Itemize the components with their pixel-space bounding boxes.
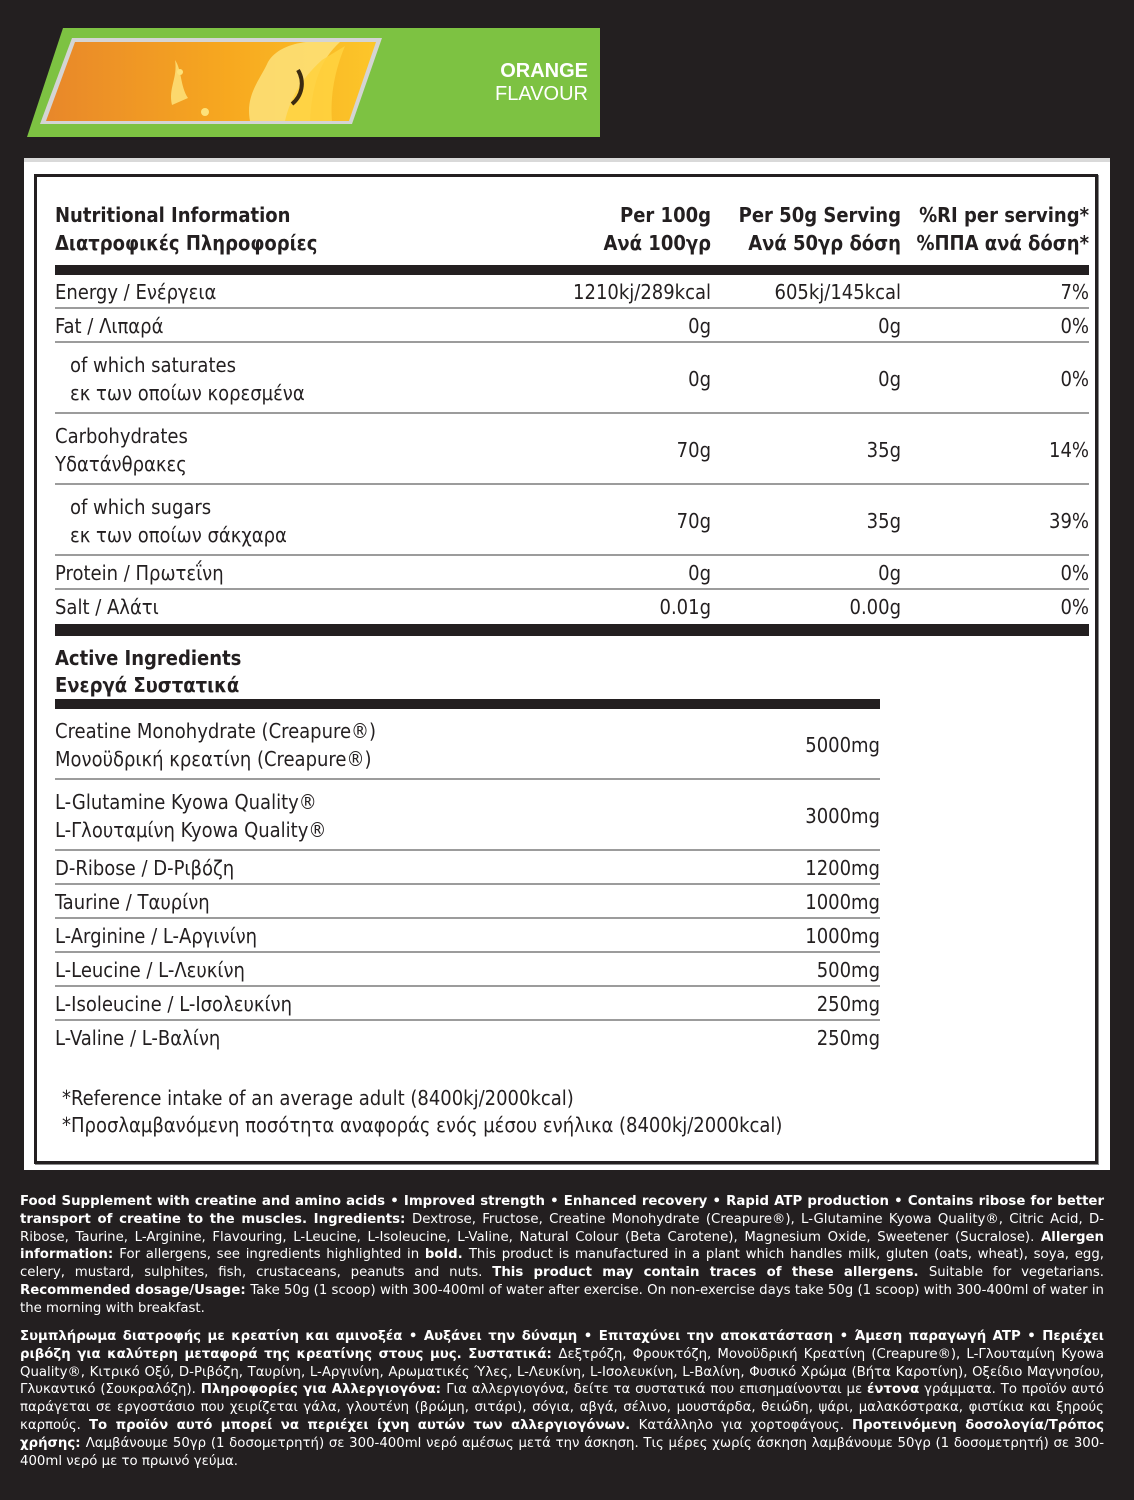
flavour-banner [0,0,1134,150]
header-per-100g [604,201,712,257]
row-label [55,422,188,478]
flavour-name: ORANGE [500,60,588,82]
row-label-en: of which sugars [70,495,212,519]
table-row [55,590,1089,624]
table-row [55,556,1089,590]
ingredient-label-en: Creatine Monohydrate (Creapure®) [55,719,377,743]
value-ri: 14% [1049,438,1089,462]
ingredient-row [55,709,880,780]
header-divider-bar [55,265,1089,275]
ingredient-label [55,717,376,773]
active-title-en: Active Ingredients [55,646,242,670]
info-bold-run: Allergen information: [20,1229,1104,1263]
ingredient-row [55,851,880,885]
header-label-en: Nutritional Information [55,203,291,227]
header-label-gr: Διατροφικές Πληροφορίες [55,231,318,255]
row-label: Salt / Αλάτι [55,595,159,619]
header-nutritional-information [55,201,317,257]
footnote-en: *Reference intake of an average adult (8400kj/2000kcal) [62,1086,574,1110]
active-ingredients-header [55,637,880,699]
ingredient-amount: 250mg [816,1026,880,1050]
ingredient-row [55,1021,880,1055]
ingredient-amount: 1000mg [805,924,880,948]
value-per-serving: 605kj/145kcal [774,280,901,304]
ingredient-label: L-Leucine / L-Λευκίνη [55,958,245,982]
ingredient-label: L-Arginine / L-Αργινίνη [55,924,258,948]
reference-intake-footnote [62,1085,782,1139]
info-text-run: Δεξτρόζη, Φρουκτόζη, Μονοϋδρική Κρεατίνη (Creapure®), L-Γλουταμίνη Kyowa Quality®, Κιτρικό Οξύ, D-Ριβόζη, Ταυρίνη, L-Αργινίνη, Αρωματικές Ύλες, L-Λευκίνη, L-Ισολευκίνη, L-Βαλίνη, Φυσικό Χρώμα (Βήτα Καροτίνη), Οξείδιο Μαγνησίου, Γλυκαντικό (Σουκραλόζη). [20,1346,1105,1398]
ingredient-label-gr: L-Γλουταμίνη Kyowa Quality® [55,818,327,842]
ingredient-amount: 5000mg [805,733,880,757]
nutrition-table [55,177,1089,636]
row-label-en: Carbohydrates [55,424,188,448]
header-ri-per-serving [916,201,1089,257]
value-per-100g: 0g [688,367,711,391]
ingredient-row [55,953,880,987]
ingredient-row [55,987,880,1021]
info-text-run: Dextrose, Fructose, Creatine Monohydrate (Creapure®), L-Glutamine Kyowa Quality®, Citric Acid, D-Ribose, Taurine, L-Arginine, Flavouring, L-Leucine, L-Isoleucine, L-Valine, Natural Colour (Beta Carotene), Magnesium Oxide, Sweetener (Sucralose). [20,1211,1105,1245]
value-per-100g: 0g [688,561,711,585]
ingredient-label: L-Valine / L-Βαλίνη [55,1026,221,1050]
ingredient-row [55,919,880,953]
row-label-gr: εκ των οποίων κορεσμένα [70,381,305,405]
row-label-en: of which saturates [70,353,236,377]
product-info-english [20,1193,1104,1318]
value-per-serving: 0.00g [849,595,901,619]
value-ri: 39% [1049,509,1089,533]
value-per-100g: 70g [676,438,711,462]
value-ri: 0% [1060,595,1089,619]
value-ri: 7% [1060,280,1089,304]
table-row [55,485,1089,556]
ingredient-label: L-Isoleucine / L-Ισολευκίνη [55,992,292,1016]
info-text-run: For allergens, see ingredients highlighted in [119,1247,425,1263]
ingredient-amount: 1200mg [805,856,880,880]
ingredient-label: Taurine / Ταυρίνη [55,890,210,914]
value-per-serving: 35g [866,509,901,533]
row-label: Fat / Λιπαρά [55,314,164,338]
value-per-serving: 0g [878,367,901,391]
header-ri-en: %RI per serving* [919,203,1089,227]
product-info-greek [20,1328,1104,1470]
row-label: Energy / Ενέργεια [55,280,217,304]
active-title-gr: Ενεργά Συστατικά [55,673,240,697]
section-divider-bar [55,624,1089,636]
info-text-run: γράμματα. Το προϊόν αυτό παράγεται σε εργοστάσιο που χειρίζεται γάλα, γλουτένη (βρώμη, σιτάρι), σόγια, αβγά, σέλινο, μουστάρδα, θειώδη, ψάρι, μαλακόστρακα, φιστίκια και ξηρούς καρπούς. [20,1382,1104,1433]
info-bold-run: Προτεινόμενη δοσολογία/Τρόπος χρήσης: [20,1417,1105,1451]
active-ingredients-table [55,637,880,1055]
active-divider-bar [55,699,880,709]
value-per-100g: 0g [688,314,711,338]
value-ri: 0% [1060,314,1089,338]
info-text-run: Για αλλεργιογόνα, δείτε τα συστατικά που επισημαίνονται με [446,1382,867,1398]
flavour-label [470,60,588,106]
header-per100-gr: Ανά 100γρ [603,231,711,255]
info-text-run: Λαμβάνουμε 50γρ (1 δοσομετρητή) σε 300-400ml νερό αμέσως μετά την άσκηση. Τις μέρες χωρίς άσκηση λαμβάνουμε 50γρ (1 δοσομετρητή) σε 300-400ml νερό με το πρωινό γεύμα. [20,1435,1105,1469]
info-text-run: Take 50g (1 scoop) with 300-400ml of water after exercise. On non-exercise days take 50g (1 scoop) with 300-400ml of water in the morning with breakfast. [20,1282,1104,1316]
ingredient-amount: 500mg [816,958,880,982]
row-label [70,351,305,407]
ingredient-label: D-Ribose / D-Ριβόζη [55,856,235,880]
value-per-100g: 0.01g [659,595,711,619]
info-bold-run: Πληροφορίες για Αλλεργιογόνα: [200,1382,447,1398]
nutrition-label-frame [34,174,1098,1164]
table-row [55,309,1089,343]
header-serving-en: Per 50g Serving [738,203,901,227]
row-label [70,493,287,549]
table-row [55,414,1089,485]
ingredient-row [55,780,880,851]
info-text-run: This product is manufactured in a plant which handles milk, gluten (oats, wheat), soya, egg, celery, mustard, sulphites, fish, crustaceans, peanuts and nuts. [20,1247,1104,1281]
flavour-subtitle: FLAVOUR [495,83,588,105]
value-ri: 0% [1060,561,1089,585]
nutrition-label-card [24,158,1110,1170]
footnote-gr: *Προσλαμβανόμενη ποσότητα αναφοράς ενός μέσου ενήλικα (8400kj/2000kcal) [62,1113,783,1137]
info-bold-run: Recommended dosage/Usage: [20,1282,251,1298]
table-row [55,343,1089,414]
header-per100-en: Per 100g [620,203,711,227]
row-label-gr: εκ των οποίων σάκχαρα [70,523,287,547]
ingredient-amount: 3000mg [805,804,880,828]
ingredient-row [55,885,880,919]
ingredient-amount: 250mg [816,992,880,1016]
info-bold-run: Food Supplement with creatine and amino acids • Improved strength • Enhanced recovery • Rapid ATP production • Contains ribose for better transport of creatine to the muscles. Ingredients: [20,1194,1104,1227]
info-bold-run: Συμπλήρωμα διατροφής με κρεατίνη και αμινοξέα • Αυξάνει την δύναμη • Επιταχύνει την αποκατάσταση • Άμεση παραγωγή ATP • Περιέχει ριβόζη για καλύτερη μεταφορά της κρεατίνης στους μυς. Συστατικά: [20,1329,1104,1362]
info-bold-run: Το προϊόν αυτό μπορεί να περιέχει ίχνη αυτών των αλλεργιογόνων. [88,1417,639,1433]
value-per-100g: 70g [676,509,711,533]
row-label: Protein / Πρωτεΐνη [55,561,224,585]
value-per-100g: 1210kj/289kcal [573,280,711,304]
ingredient-amount: 1000mg [805,890,880,914]
value-per-serving: 35g [866,438,901,462]
table-row [55,275,1089,309]
info-bold-run: bold. [424,1247,469,1263]
header-ri-gr: %ΠΠΑ ανά δόση* [916,231,1089,255]
nutrition-table-header [55,177,1089,265]
info-bold-run: έντονα [867,1382,920,1398]
value-per-serving: 0g [878,561,901,585]
info-text-run: Suitable for vegetarians. [928,1265,1104,1281]
header-serving-gr: Ανά 50γρ δόση [748,231,901,255]
value-ri: 0% [1060,367,1089,391]
ingredient-label-en: L-Glutamine Kyowa Quality® [55,790,317,814]
info-bold-run: This product may contain traces of these allergens. [492,1265,929,1281]
ingredient-label [55,788,326,844]
info-text-run: Κατάλληλο για χορτοφάγους. [638,1417,852,1433]
ingredient-label-gr: Μονοϋδρική κρεατίνη (Creapure®) [55,747,372,771]
value-per-serving: 0g [878,314,901,338]
header-per-serving [739,201,901,257]
row-label-gr: Υδατάνθρακες [55,452,187,476]
